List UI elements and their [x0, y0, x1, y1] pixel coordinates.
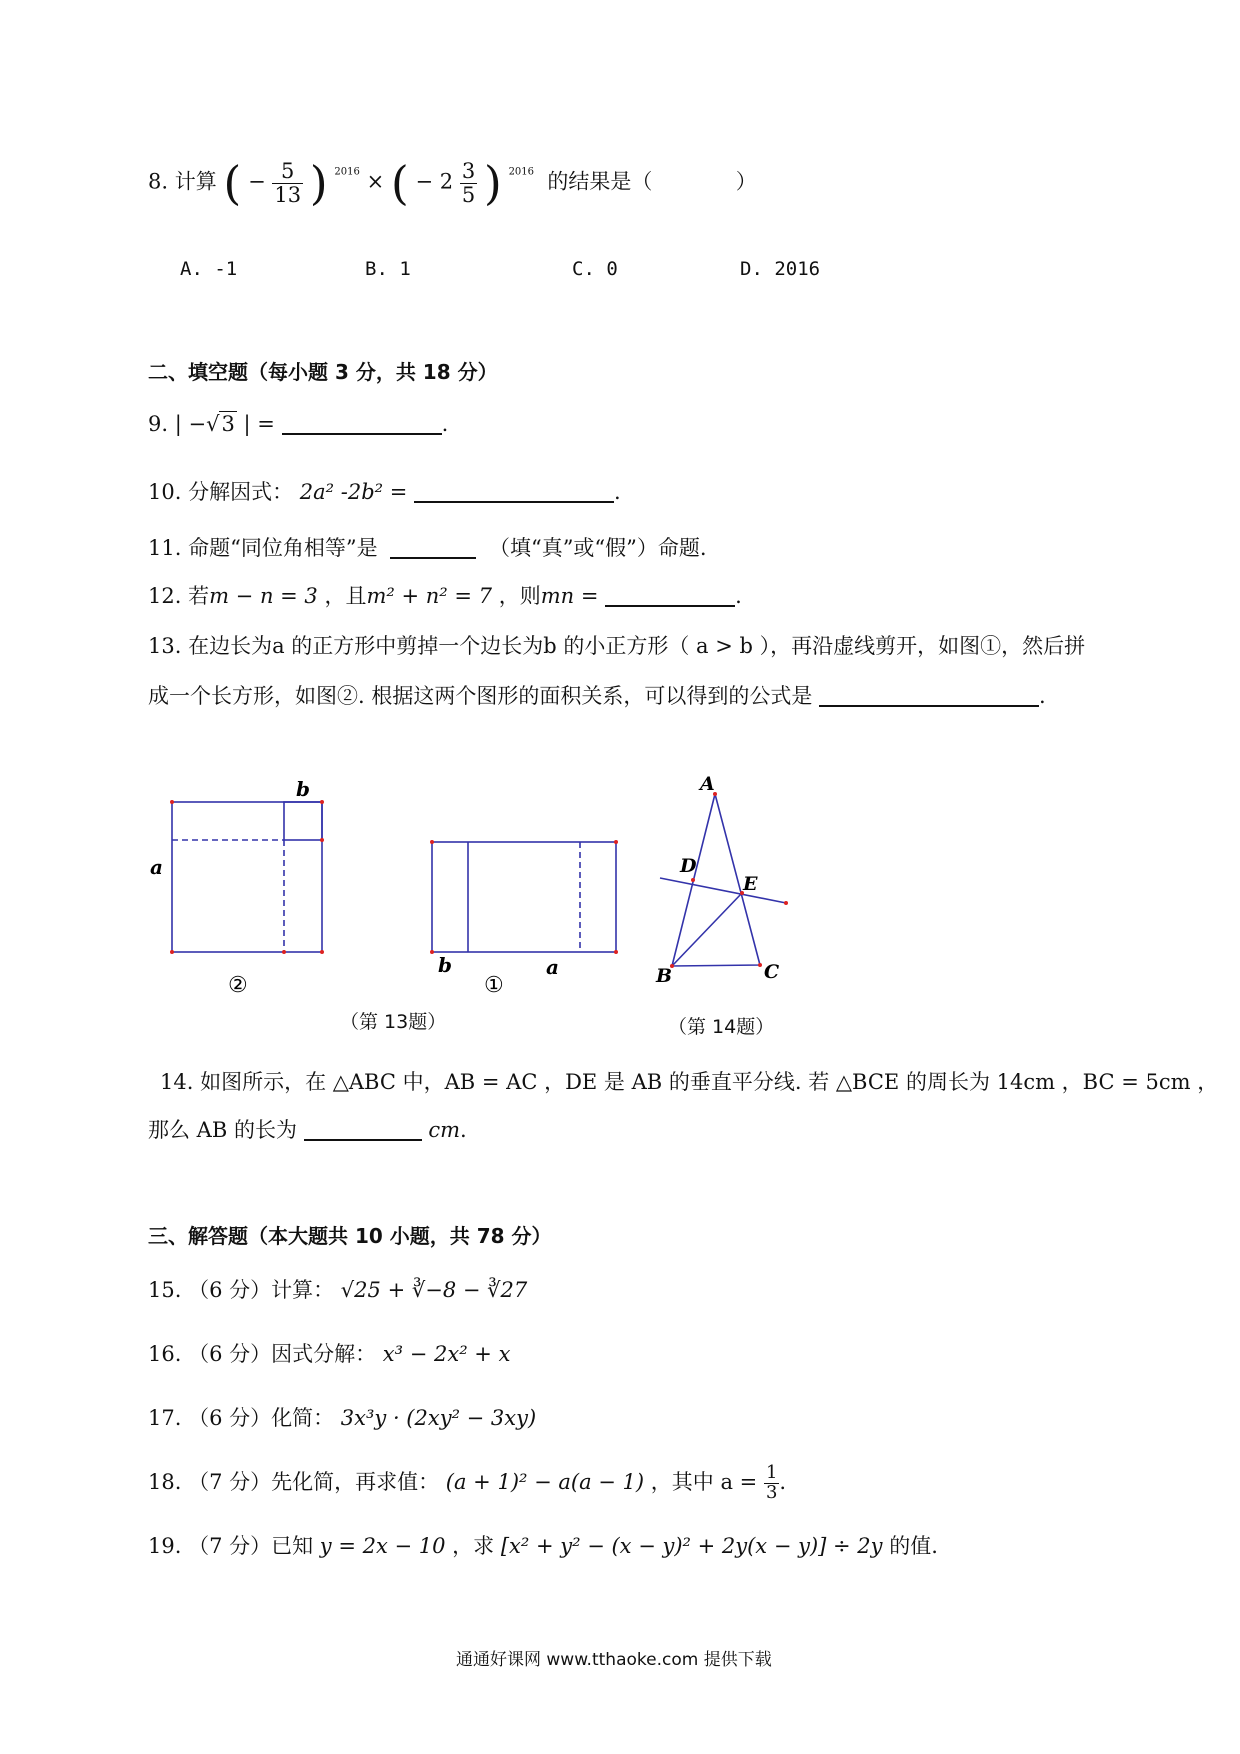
question-12: 12. 若m − n = 3 ，且m² + n² = 7 ，则mn = . [148, 584, 742, 608]
question-9: 9. | −√3 | = . [148, 412, 449, 436]
figure-marker: ② [228, 973, 248, 998]
math-expression: (a + 1)² − a(a − 1) [445, 1469, 645, 1494]
question-8: 8. 计算 ( − $\frac{5}{13}$ ) $^{2016}$ × ( − 2 $\frac{3}{5}$ ) $^{2016}$ 的结果是（ ） [148, 156, 757, 210]
answer-blank[interactable] [414, 500, 614, 503]
vertex-a: A [700, 773, 715, 795]
question-19: 19. （7 分）已知 y = 2x − 10 ，求 [x² + y² − (x − y)² + 2y(x − y)] ÷ 2y 的值. [148, 1534, 938, 1558]
option-c: C. 0 [572, 258, 618, 280]
point-e: E [743, 873, 758, 895]
figure-rectangle [432, 842, 616, 952]
question-18: 18. （7 分）先化简，再求值： (a + 1)² − a(a − 1) ，其中 a = $\frac{1}{3}$ . [148, 1462, 787, 1503]
question-15: 15. （6 分）计算： √25 + ∛−8 − ∛27 [148, 1278, 528, 1302]
question-14-line2: 那么 AB 的长为 cm. [148, 1118, 467, 1142]
option-a: A. -1 [180, 258, 238, 280]
times-sign: × [366, 169, 385, 194]
question-14-line1: 14. 如图所示，在 △ABC 中，AB = AC ，DE 是 AB 的垂直平分线. 若 △BCE 的周长为 14cm ，BC = 5cm ， [160, 1070, 1219, 1094]
math-expression: x³ − 2x² + x [382, 1342, 511, 1366]
question-suffix: 的结果是（ [547, 169, 653, 194]
question-13-line1: 13. 在边长为a 的正方形中剪掉一个边长为b 的小正方形（ a > b ），再沿虚线剪开，如图①，然后拼 [148, 634, 1086, 658]
label-a: a [546, 955, 559, 979]
figure-rectangle-vertices [430, 840, 618, 954]
figures [0, 760, 1240, 1060]
question-13-line2: 成一个长方形，如图②. 根据这两个图形的面积关系，可以得到的公式是 . [148, 684, 1046, 708]
exponent: 2016 [508, 166, 535, 178]
math-expression: [x² + y² − (x − y)² + 2y(x − y)] ÷ 2y [500, 1534, 883, 1558]
question-10: 10. 分解因式： 2a² -2b² = . [148, 480, 621, 504]
figure-square-vertices [170, 800, 324, 954]
answer-blank[interactable] [282, 432, 442, 435]
label-a: a [150, 855, 163, 879]
answer-blank[interactable] [390, 556, 476, 559]
answer-blank[interactable] [304, 1138, 422, 1141]
fraction-5-13: $\frac{5}{13}$ [274, 159, 302, 207]
answer-blank[interactable] [605, 604, 735, 607]
section-title: 二、填空题（每小题 3 分，共 18 分） [148, 360, 498, 384]
label-b: b [296, 777, 310, 801]
fraction-3-5: $\frac{3}{5}$ [461, 159, 476, 207]
paren-close: ) [309, 156, 328, 210]
figure-square [172, 802, 322, 952]
caption-14: （第 14题） [668, 1016, 775, 1038]
fraction-1-3: $\frac{1}{3}$ [765, 1462, 778, 1503]
figure-triangle-vertices [670, 792, 788, 968]
answer-blank[interactable] [819, 704, 1039, 707]
paren-open: ( [223, 156, 242, 210]
figure-marker: ① [484, 973, 504, 998]
question-11: 11. 命题“同位角相等”是 （填“真”或“假”）命题. [148, 536, 707, 560]
option-d: D. 2016 [740, 258, 821, 280]
question-prefix: 计算 [174, 169, 217, 194]
question-17: 17. （6 分）化简： 3x³y · (2xy² − 3xy) [148, 1406, 537, 1430]
caption-13: （第 13题） [340, 1011, 447, 1033]
math-expression: 3x³y · (2xy² − 3xy) [340, 1406, 537, 1430]
page-footer: 通通好课网 www.tthaoke.com 提供下载 [456, 1650, 772, 1670]
section-title: 三、解答题（本大题共 10 小题，共 78 分） [148, 1224, 552, 1248]
vertex-b: B [656, 965, 673, 987]
paren-open: ( [390, 156, 409, 210]
figure-triangle [660, 794, 786, 966]
paren-close: ) [483, 156, 502, 210]
vertex-c: C [764, 961, 780, 983]
option-b: B. 1 [365, 258, 411, 280]
label-b: b [438, 953, 452, 977]
question-number: 8. [148, 169, 169, 194]
point-d: D [680, 855, 697, 877]
exponent: 2016 [334, 166, 360, 178]
question-16: 16. （6 分）因式分解： x³ − 2x² + x [148, 1342, 511, 1366]
math-expression: √25 + ∛−8 − ∛27 [340, 1278, 528, 1302]
